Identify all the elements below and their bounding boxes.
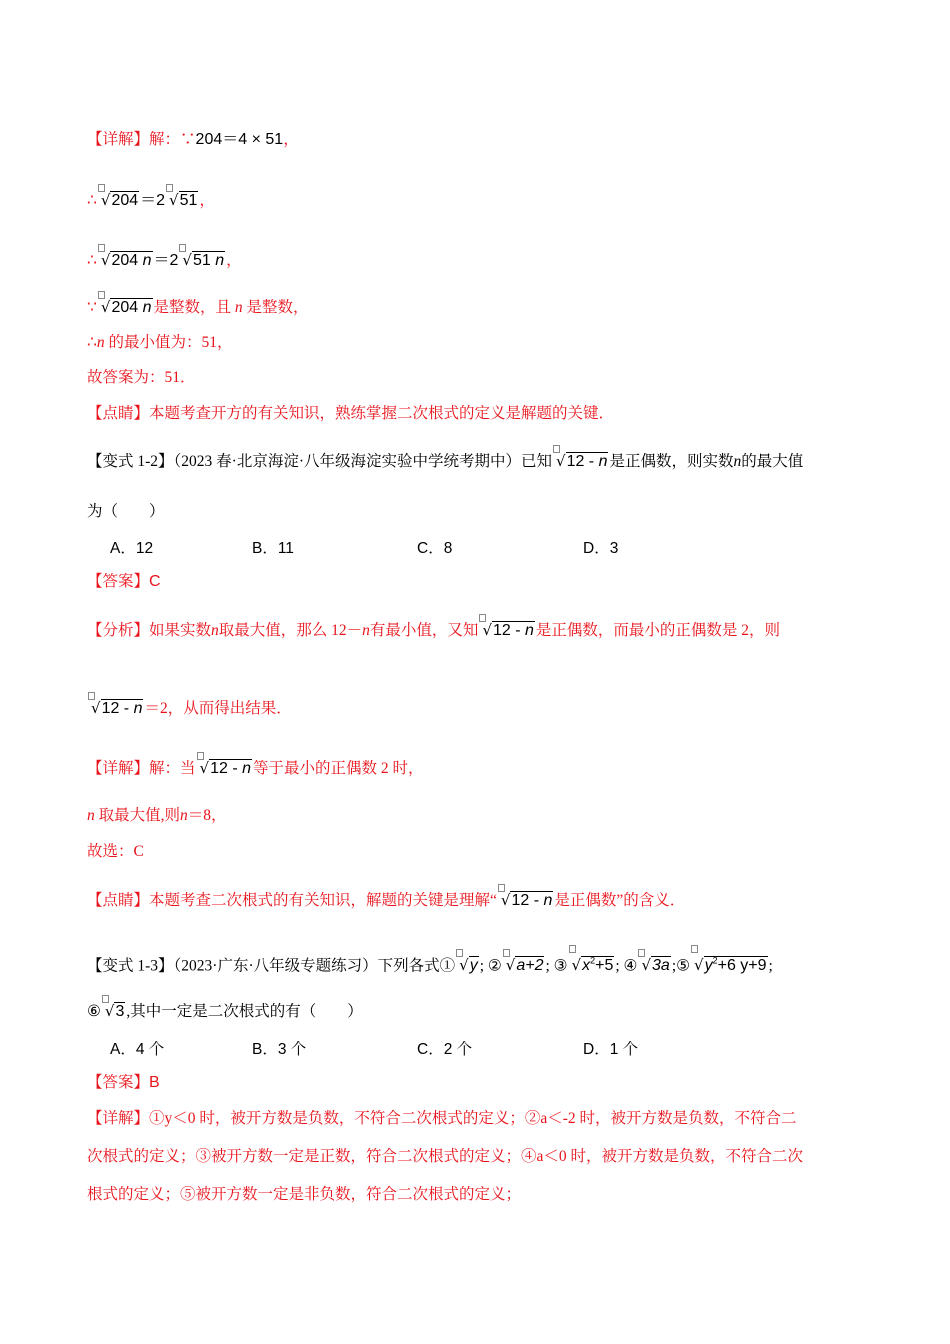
note2-line (87, 890, 685, 911)
analysis-line-1 (87, 620, 780, 641)
cube-root (166, 190, 198, 211)
answer-tag: 【答案】 (87, 1074, 150, 1091)
question-tag: 【变式 1-3】 (87, 957, 174, 975)
num: 12 - (566, 453, 599, 470)
because-symbol: ∵ (87, 299, 97, 316)
text: 等于最小的正偶数 2 时， (253, 760, 424, 777)
analysis-line-2 (87, 698, 292, 719)
radical-icon: √ (169, 191, 179, 209)
cube-root (88, 698, 143, 719)
answer-tag: 【答案】 (87, 573, 150, 590)
index-box (456, 949, 463, 957)
var: n (598, 453, 608, 470)
option-a: A．4 个 (110, 1041, 165, 1058)
analysis-tag: 【分析】 (87, 622, 150, 639)
radical-icon: √ (91, 699, 101, 717)
num: +6 y+9 (717, 957, 767, 975)
index-box (197, 752, 204, 760)
detail-line-4 (87, 297, 309, 318)
text: ;⑤ (671, 957, 691, 975)
index-box (98, 244, 105, 252)
index-box (553, 445, 560, 453)
index-box (691, 945, 698, 953)
answer: B (149, 1074, 160, 1091)
radical-icon: √ (100, 298, 111, 316)
var: n (142, 299, 152, 316)
text: 的最大值 (741, 453, 804, 470)
note-line (87, 404, 614, 424)
radicand (101, 699, 144, 717)
detail-line-1 (87, 130, 299, 150)
answer-line (87, 1073, 160, 1093)
radicand (566, 452, 609, 470)
radical-icon: √ (556, 452, 566, 470)
cube-root (197, 758, 252, 779)
text: 是正偶数”的含义． (554, 892, 686, 909)
option-d: D．3 (583, 540, 619, 557)
question-tag: 【变式 1-2】 (87, 453, 174, 470)
therefore-symbol: ∴ (87, 252, 97, 269)
var: n (242, 760, 252, 777)
radical-icon: √ (104, 1002, 115, 1020)
num: 204 (111, 299, 139, 316)
detail-line-6: 故答案为：51． (87, 369, 196, 386)
answer-line (87, 572, 161, 592)
radical-icon: √ (571, 956, 582, 975)
num: 51 (192, 252, 211, 269)
detail-tag: 【详解】 (87, 1110, 150, 1127)
detail-tag: 【详解】 (87, 131, 150, 148)
num: 12 - (210, 760, 243, 777)
text: 是正偶数，而最小的正偶数是 2，则 (535, 622, 781, 639)
index-box (569, 945, 576, 953)
text: 的最小值为：51， (104, 334, 233, 351)
question-1-3-line-2 (87, 1001, 363, 1022)
question-1-2 (87, 451, 803, 472)
radicand: 51 (179, 192, 198, 209)
num: 12 - (493, 622, 526, 639)
text: ， (283, 131, 299, 148)
radical-icon: √ (694, 956, 704, 975)
radical-icon: √ (182, 251, 192, 269)
var: n (180, 807, 188, 824)
radicand (581, 956, 614, 974)
index-box (98, 184, 105, 192)
radicand: 204 (111, 192, 139, 209)
index-box (166, 184, 173, 192)
text: ＝2 (153, 252, 179, 269)
var: y (704, 957, 713, 975)
var: n (133, 700, 143, 717)
index-box (98, 291, 105, 299)
note-tag: 【点睛】 (87, 405, 150, 422)
text: ①y＜0 时，被开方数是负数，不符合二次根式的定义；②a＜-2 时，被开方数是负数，不符合二 (149, 1110, 797, 1127)
question-text: （2023·广东·八年级专题练习）下列各式① (173, 957, 456, 975)
detail-tag: 【详解】 (87, 760, 150, 777)
index-box (503, 949, 510, 957)
equation: 204＝4 × 51 (195, 131, 284, 148)
option-b: B．3 个 (252, 1041, 307, 1058)
radical-icon: √ (100, 251, 111, 269)
option-a: A．12 (110, 540, 154, 557)
cube-root (638, 955, 670, 976)
cube-root (479, 620, 534, 641)
var: n (362, 622, 370, 639)
cube-root (553, 451, 608, 472)
detail2-line-2 (87, 806, 227, 826)
index-box (638, 949, 645, 957)
question-1-3 (87, 951, 773, 976)
num: 12 - (511, 892, 544, 909)
text: 解：当 (149, 760, 196, 777)
cube-root (456, 955, 479, 976)
text: ＝2 (140, 192, 166, 209)
cube-root (179, 250, 225, 271)
detail-line-2 (87, 190, 215, 211)
text: ; ② (479, 957, 502, 975)
num: +5 (595, 957, 614, 975)
radical-icon: √ (500, 891, 511, 909)
exponent: 2 (712, 956, 718, 966)
var: n (211, 622, 219, 639)
cube-root (102, 1001, 125, 1022)
text: 解： (149, 131, 181, 148)
question-text: （2023 春·北京海淀·八年级海淀实验中学统考期中）已知 (173, 453, 552, 470)
radicand (110, 251, 152, 269)
var: n (525, 622, 534, 639)
because-symbol: ∵ (180, 131, 196, 148)
detail2-line-1 (87, 758, 424, 779)
index-box (88, 692, 95, 700)
radical-icon: √ (199, 759, 210, 777)
text: 有最小值，又知 (369, 622, 479, 639)
text: 是整数，且 (153, 299, 232, 316)
num: 204 (111, 252, 139, 269)
text: ， (199, 192, 215, 209)
text: 本题考查开方的有关知识，熟练掌握二次根式的定义是解题的关键． (149, 405, 615, 422)
index-box (479, 614, 486, 622)
option-b: B．11 (252, 540, 294, 557)
radical-icon: √ (459, 956, 469, 975)
cube-root (98, 190, 139, 211)
text: 如果实数 (149, 622, 212, 639)
answer: C (149, 573, 161, 590)
option-d: D．1 个 (583, 1041, 639, 1058)
detail3-line-3: 根式的定义；⑤被开方数一定是非负数，符合二次根式的定义； (87, 1186, 522, 1203)
text: ; (768, 957, 773, 975)
var: n (543, 892, 553, 909)
var: n (87, 807, 95, 824)
index-box (498, 884, 505, 892)
therefore-symbol: ∴ (87, 192, 97, 209)
cube-root (98, 250, 153, 271)
radical-icon: √ (641, 956, 652, 975)
text: 是整数， (246, 299, 309, 316)
radicand (704, 956, 768, 974)
radicand (510, 891, 553, 909)
index-box (102, 995, 109, 1003)
radicand: 3 (115, 1003, 125, 1020)
detail3-line-2: 次根式的定义；③被开方数一定是正数，符合二次根式的定义；④a＜0 时，被开方数是负数，不符合二次 (87, 1148, 804, 1165)
radicand (110, 298, 152, 316)
radicand: y (469, 957, 478, 975)
var: x (582, 957, 591, 975)
cube-root (98, 297, 153, 318)
var: n (733, 453, 742, 470)
cube-root (503, 955, 545, 976)
text: 取最大值,则 (98, 807, 181, 824)
index-box (179, 244, 186, 252)
exponent: 2 (590, 956, 596, 966)
note-tag: 【点睛】 (87, 892, 150, 909)
detail-line-3 (87, 250, 242, 271)
text: 是正偶数，则实数 (609, 453, 734, 470)
var: n (96, 334, 105, 351)
radicand (209, 759, 252, 777)
text: ⑥ (87, 1003, 101, 1020)
text: ; ④ (615, 957, 638, 975)
text: ＝8， (187, 807, 227, 824)
radical-icon: √ (505, 956, 516, 975)
detail3-line-1 (87, 1109, 797, 1129)
text: ,其中一定是二次根式的有（ ） (126, 1003, 363, 1020)
var: n (234, 299, 243, 316)
detail2-line-3: 故选：C (87, 843, 144, 860)
var: n (215, 252, 225, 269)
cube-root (498, 890, 553, 911)
cube-root (569, 951, 615, 976)
num: 12 - (101, 700, 134, 717)
cube-root (691, 951, 768, 976)
question-continuation: 为（ ） (87, 503, 165, 520)
text: 本题考查二次根式的有关知识，解题的关键是理解“ (149, 892, 497, 909)
radical-icon: √ (482, 621, 492, 639)
text: ， (226, 252, 242, 269)
text: 取最大值，那么 12－ (218, 622, 363, 639)
radicand: a+2 (516, 957, 544, 975)
radicand (192, 251, 225, 269)
text: ＝2，从而得出结果． (144, 700, 292, 717)
detail-line-5 (87, 333, 233, 353)
option-c: C．2 个 (417, 1041, 473, 1058)
radicand (492, 621, 535, 639)
text: ; ③ (545, 957, 568, 975)
therefore-symbol: ∴ (87, 334, 97, 351)
radicand: 3a (652, 957, 670, 975)
var: n (142, 252, 152, 269)
option-c: C．8 (417, 540, 453, 557)
radical-icon: √ (100, 191, 111, 209)
